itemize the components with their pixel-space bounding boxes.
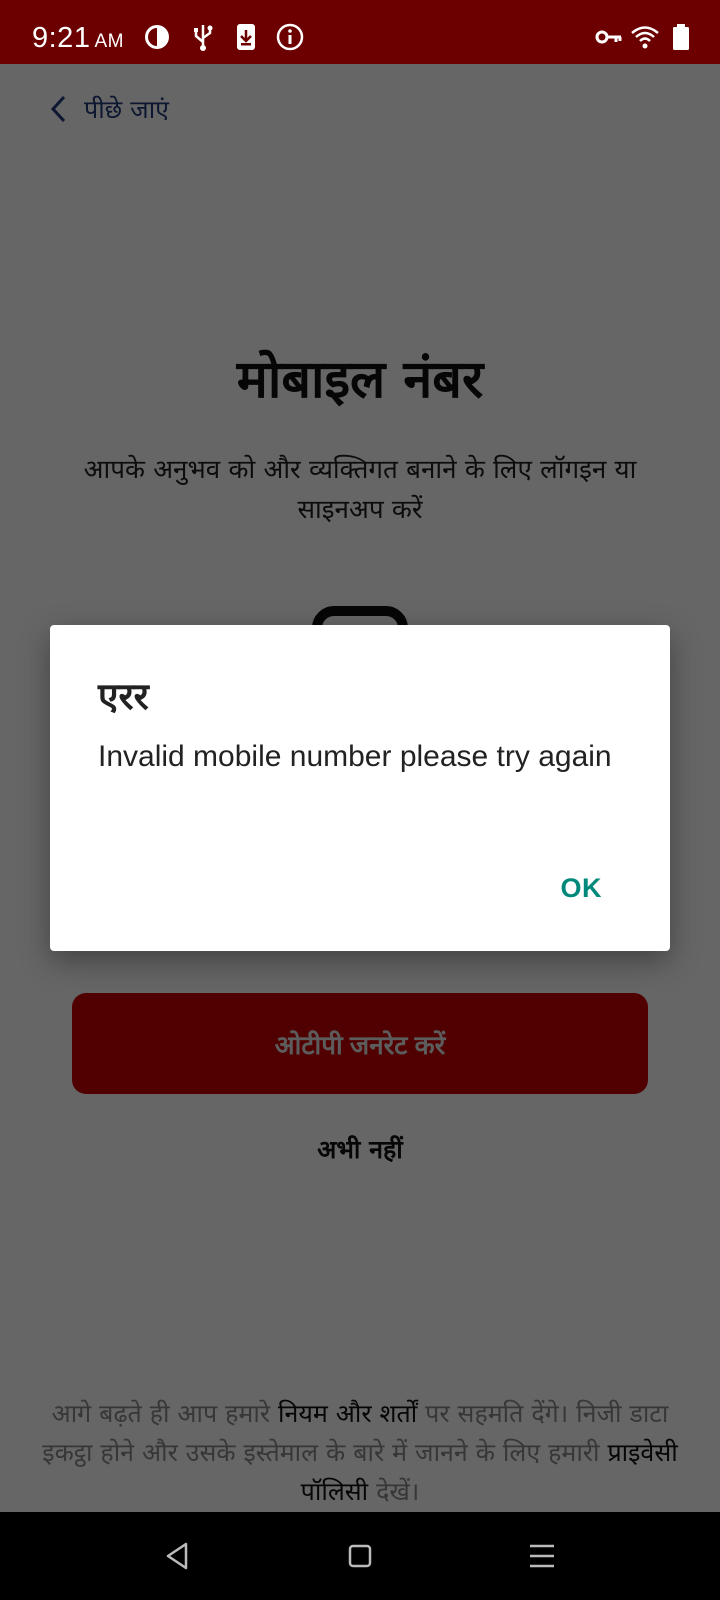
wifi-icon <box>630 22 660 52</box>
status-time-value: 9:21 <box>32 22 91 54</box>
status-time <box>32 22 124 55</box>
status-ampm: AM <box>94 31 124 52</box>
home-nav-icon[interactable] <box>342 1538 378 1574</box>
ok-button[interactable]: OK <box>560 873 602 903</box>
back-nav-icon[interactable] <box>160 1538 196 1574</box>
battery-icon <box>666 22 696 52</box>
vpn-key-icon <box>594 22 624 52</box>
usb-icon <box>188 22 218 52</box>
dialog-message: Invalid mobile number please try again <box>98 740 612 773</box>
status-bar <box>0 0 720 64</box>
navigation-bar <box>0 1512 720 1600</box>
theme-icon <box>142 22 172 52</box>
dialog-title: एरर <box>98 675 149 718</box>
error-dialog <box>50 625 670 951</box>
download-icon <box>231 22 261 52</box>
menu-nav-icon[interactable] <box>524 1538 560 1574</box>
info-icon <box>275 22 305 52</box>
